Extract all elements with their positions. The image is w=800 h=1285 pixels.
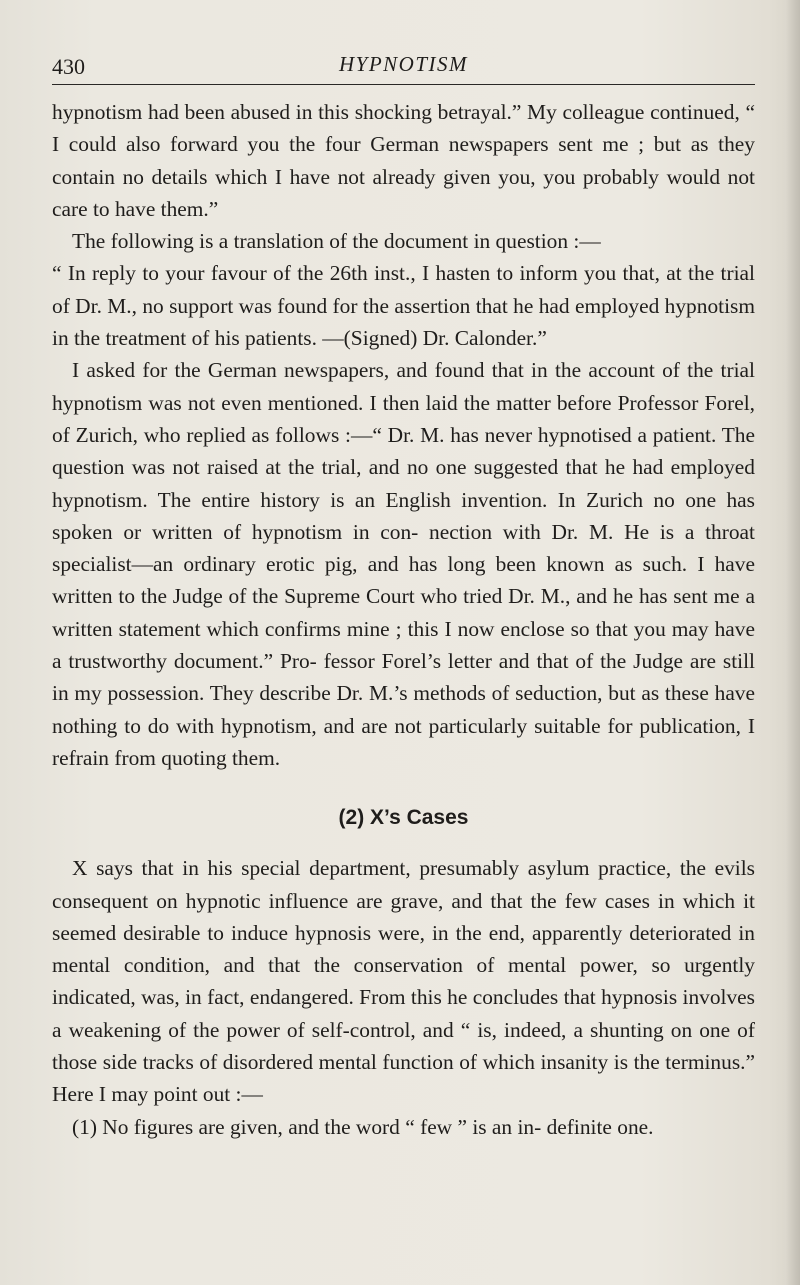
page-number: 430 bbox=[52, 54, 85, 79]
paragraph: hypnotism had been abused in this shocking betrayal.” My colleague continued, “ I could also forward you the four German newspapers sent me ; but as they contain no details which I have not already given you, you probably would not care to have them.” bbox=[52, 100, 755, 221]
paragraph: I asked for the German newspapers, and found that in the account of the trial hypnotism was not even mentioned. I then laid the matter before Professor Forel, of Zurich, who replied as follows :—“ Dr. M. has never hypnotised a patient. The question was not raised at the trial, and no one suggested that he had employed hypnotism. The entire history is an English invention. In Zurich no one has spoken or written of hypnotism in con- nection with Dr. M. He is a throat specialist—an ordinary erotic pig, and has long been known as such. I have written to the Judge of the Supreme Court who tried Dr. M., and he has sent me a written statement which confirms mine ; this I now enclose so that you may have a trustworthy document.” Pro- fessor Forel’s letter and that of the Judge are still in my possession. They describe Dr. M.’s methods of seduction, but as these have nothing to do with hypnotism, and are not particularly suitable for publication, I refrain from quoting them. bbox=[52, 358, 755, 770]
running-head: HYPNOTISM bbox=[338, 52, 468, 76]
paragraph: “ In reply to your favour of the 26th inst., I hasten to inform you that, at the trial of Dr. M., no support was found for the assertion that he had employed hypnotism in the treatment of his patients. —(Signed) Dr. Calonder.” bbox=[52, 261, 755, 351]
paragraph: X says that in his special department, presumably asylum practice, the evils consequent on hypnotic influence are grave, and that the few cases in which it seemed desirable to induce hypnosis were, in the end, apparently deteriorated in mental condition, and that the conservation of mental power, so urgently indicated, was, in fact, endangered. From this he concludes that hypnosis involves a weakening of the power of self-control, and “ is, indeed, a shunting on one of those side tracks of disordered mental function of which insanity is the terminus.” Here I may point out :— bbox=[52, 856, 755, 1107]
page-header bbox=[52, 48, 755, 85]
page-edge-shadow bbox=[786, 0, 800, 1285]
paragraph: (1) No figures are given, and the word “ few ” is an in- definite one. bbox=[72, 1114, 654, 1139]
paragraph: The following is a translation of the document in question :— bbox=[72, 229, 601, 254]
page-body bbox=[52, 96, 755, 1143]
section-heading: (2) X’s Cases bbox=[338, 806, 469, 830]
